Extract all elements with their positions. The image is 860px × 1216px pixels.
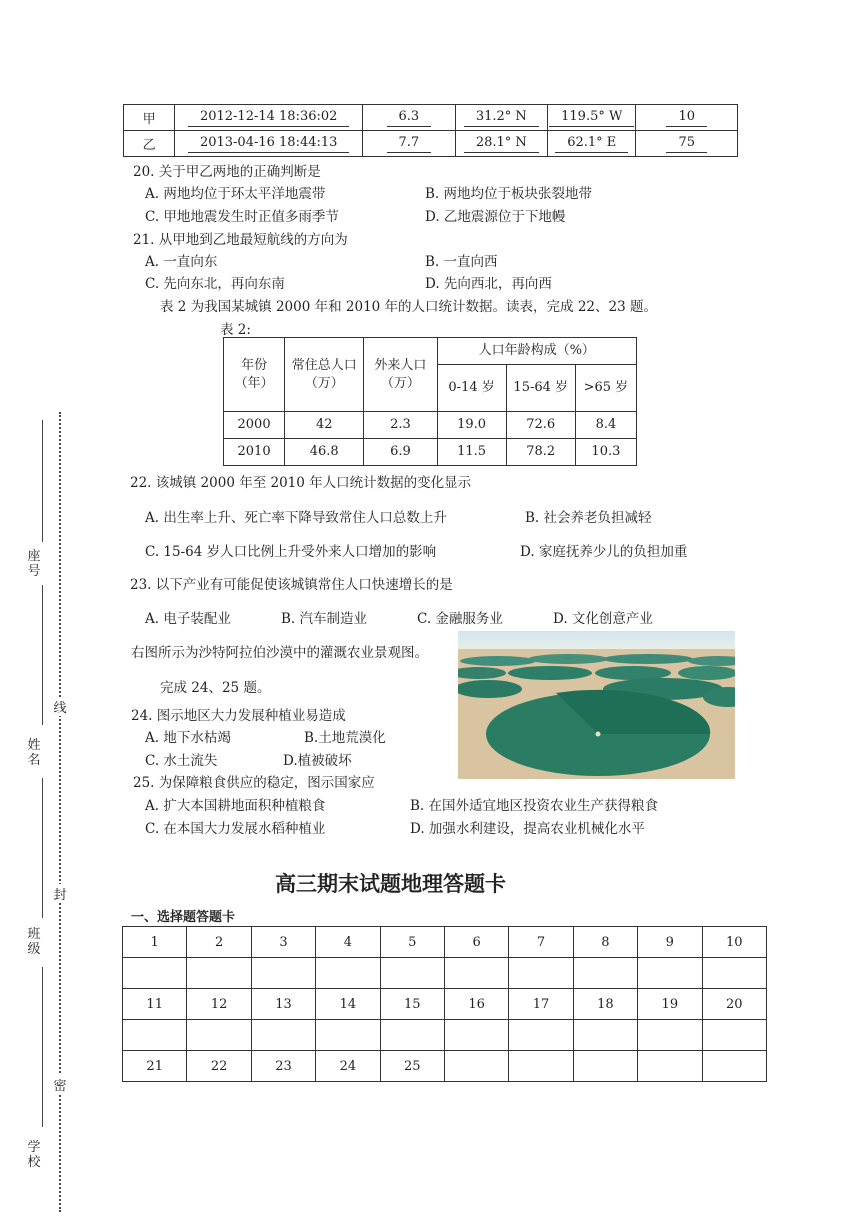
question-number: 17 [509,989,573,1020]
header-age-15-64: 15-64 岁 [506,365,575,412]
question-number: 1 [123,927,187,958]
question-24-option-b: B.土地荒漠化 [304,730,386,746]
question-number: 18 [573,989,637,1020]
question-number: 19 [638,989,702,1020]
question-23-option-d: D. 文化创意产业 [553,611,653,627]
question-23-option-c: C. 金融服务业 [417,611,503,627]
question-20-option-b: B. 两地均位于板块张裂地带 [425,186,593,202]
table-cell: 2012-12-14 18:36:02 [175,105,363,131]
table-cell: 78.2 [506,439,575,466]
table-cell: 11.5 [437,439,506,466]
question-number: 3 [251,927,315,958]
desert-irrigation-photo [458,631,735,779]
table-cell: 乙 [124,131,175,157]
question-number: 24 [316,1051,380,1082]
question-number: 4 [316,927,380,958]
answer-cell[interactable] [702,1051,766,1082]
table-cell: 甲 [124,105,175,131]
question-20-option-d: D. 乙地震源位于下地幔 [425,209,566,225]
answer-row [123,1020,767,1051]
answer-cell[interactable] [251,958,315,989]
question-21-option-c: C. 先向东北，再向东南 [145,276,285,292]
header-total: 常住总人口（万） [285,338,364,412]
question-21-option-b: B. 一直向西 [425,254,498,270]
question-21-stem: 21. 从甲地到乙地最短航线的方向为 [133,232,348,248]
name-label: 姓名 [27,738,41,768]
class-label: 班级 [27,927,41,957]
header-age-65: >65 岁 [575,365,636,412]
question-23-option-a: A. 电子装配业 [145,611,231,627]
section-heading: 一、选择题答题卡 [131,910,236,925]
answer-cell[interactable] [638,1020,702,1051]
question-number: 9 [638,927,702,958]
table-cell: 6.9 [364,439,437,466]
answer-row [123,958,767,989]
question-number: 13 [251,989,315,1020]
question-25-stem: 25. 为保障粮食供应的稳定，图示国家应 [133,775,375,791]
question-22-option-b: B. 社会养老负担减轻 [525,510,652,526]
answer-card-title: 高三期末试题地理答题卡 [275,872,506,896]
table-cell: 2.3 [364,412,437,439]
table-cell: 28.1° N [455,131,547,157]
answer-cell[interactable] [316,958,380,989]
answer-cell[interactable] [702,1020,766,1051]
question-number: 25 [380,1051,444,1082]
answer-cell[interactable] [380,1020,444,1051]
answer-cell[interactable] [444,958,508,989]
question-21-option-d: D. 先向西北，再向西 [425,276,552,292]
table-cell: 10 [636,105,738,131]
question-25-option-b: B. 在国外适宜地区投资农业生产获得粮食 [410,798,659,814]
population-table [223,337,637,466]
table-cell: 75 [636,131,738,157]
photo-intro: 右图所示为沙特阿拉伯沙漠中的灌溉农业景观图。 [131,645,428,661]
question-number: 7 [509,927,573,958]
question-25-option-d: D. 加强水利建设，提高农业机械化水平 [410,821,645,837]
answer-cell[interactable] [509,958,573,989]
table-row [124,131,738,157]
question-number: 20 [702,989,766,1020]
table2-caption: 表 2: [220,322,251,338]
table-cell: 7.7 [363,131,455,157]
answer-cell[interactable] [573,1051,637,1082]
question-number: 2 [187,927,251,958]
answer-cell[interactable] [316,1020,380,1051]
answer-cell[interactable] [123,958,187,989]
answer-cell[interactable] [573,958,637,989]
photo-intro-2: 完成 24、25 题。 [160,680,271,696]
question-20-stem: 20. 关于甲乙两地的正确判断是 [133,164,321,180]
table-header-row [224,338,637,365]
question-23-stem: 23. 以下产业有可能促使该城镇常住人口快速增长的是 [130,577,453,593]
header-age-0-14: 0-14 岁 [437,365,506,412]
table-row [124,105,738,131]
table-cell: 19.0 [437,412,506,439]
number-row [123,1051,767,1082]
question-number: 8 [573,927,637,958]
table-cell: 2010 [224,439,285,466]
question-24-option-d: D.植被破坏 [283,753,352,769]
question-22-option-c: C. 15-64 岁人口比例上升受外来人口增加的影响 [145,544,437,560]
school-label: 学校 [27,1140,41,1170]
binding-mark-xian: 线 [52,697,68,716]
table-cell: 8.4 [575,412,636,439]
question-number: 16 [444,989,508,1020]
table-cell: 2013-04-16 18:44:13 [175,131,363,157]
question-number: 5 [380,927,444,958]
question-22-option-a: A. 出生率上升、死亡率下降导致常住人口总数上升 [145,510,447,526]
answer-cell[interactable] [638,1051,702,1082]
answer-cell[interactable] [444,1020,508,1051]
question-24-stem: 24. 图示地区大力发展种植业易造成 [131,708,346,724]
question-number: 23 [251,1051,315,1082]
question-25-option-a: A. 扩大本国耕地面积种植粮食 [145,798,326,814]
table-row [224,412,637,439]
table-cell: 2000 [224,412,285,439]
question-number: 15 [380,989,444,1020]
question-number: 6 [444,927,508,958]
question-20-option-a: A. 两地均位于环太平洋地震带 [145,186,326,202]
answer-cell[interactable] [509,1020,573,1051]
header-age-structure: 人口年龄构成（%） [437,338,637,365]
question-number: 10 [702,927,766,958]
question-number: 22 [187,1051,251,1082]
answer-cell[interactable] [251,1020,315,1051]
header-migrant: 外来人口（万） [364,338,437,412]
table-cell: 62.1° E [548,131,636,157]
binding-mark-mi: 密 [52,1075,68,1094]
table-row [224,439,637,466]
earthquake-table [123,104,738,157]
question-22-option-d: D. 家庭抚养少儿的负担加重 [520,544,688,560]
table-cell: 31.2° N [455,105,547,131]
question-22-stem: 22. 该城镇 2000 年至 2010 年人口统计数据的变化显示 [130,475,472,491]
seat-blank[interactable] [42,420,43,542]
question-21-option-a: A. 一直向东 [145,254,218,270]
answer-cell[interactable] [187,958,251,989]
question-25-option-c: C. 在本国大力发展水稻种植业 [145,821,326,837]
seat-blank-lower[interactable] [42,585,43,725]
question-24-option-a: A. 地下水枯竭 [145,730,231,746]
header-year: 年份（年） [224,338,285,412]
table-cell: 42 [285,412,364,439]
answer-cell[interactable] [380,958,444,989]
answer-cell[interactable] [123,1020,187,1051]
name-blank[interactable] [42,778,43,918]
seat-label: 座号 [27,549,41,579]
answer-cell[interactable] [509,1051,573,1082]
table2-intro: 表 2 为我国某城镇 2000 年和 2010 年的人口统计数据。读表，完成 22、23 题。 [160,299,657,315]
table-cell: 10.3 [575,439,636,466]
question-23-option-b: B. 汽车制造业 [281,611,368,627]
binding-mark-feng: 封 [52,884,68,903]
answer-cell[interactable] [573,1020,637,1051]
number-row [123,989,767,1020]
table-cell: 6.3 [363,105,455,131]
question-number: 12 [187,989,251,1020]
answer-cell[interactable] [638,958,702,989]
table-cell: 72.6 [506,412,575,439]
question-number: 21 [123,1051,187,1082]
question-24-option-c: C. 水土流失 [145,753,218,769]
answer-cell[interactable] [187,1020,251,1051]
table-cell: 119.5° W [548,105,636,131]
class-blank[interactable] [42,967,43,1127]
question-20-option-c: C. 甲地地震发生时正值多雨季节 [145,209,339,225]
answer-grid [122,926,767,1082]
answer-cell[interactable] [444,1051,508,1082]
question-number: 11 [123,989,187,1020]
table-cell: 46.8 [285,439,364,466]
question-number: 14 [316,989,380,1020]
number-row [123,927,767,958]
answer-cell[interactable] [702,958,766,989]
